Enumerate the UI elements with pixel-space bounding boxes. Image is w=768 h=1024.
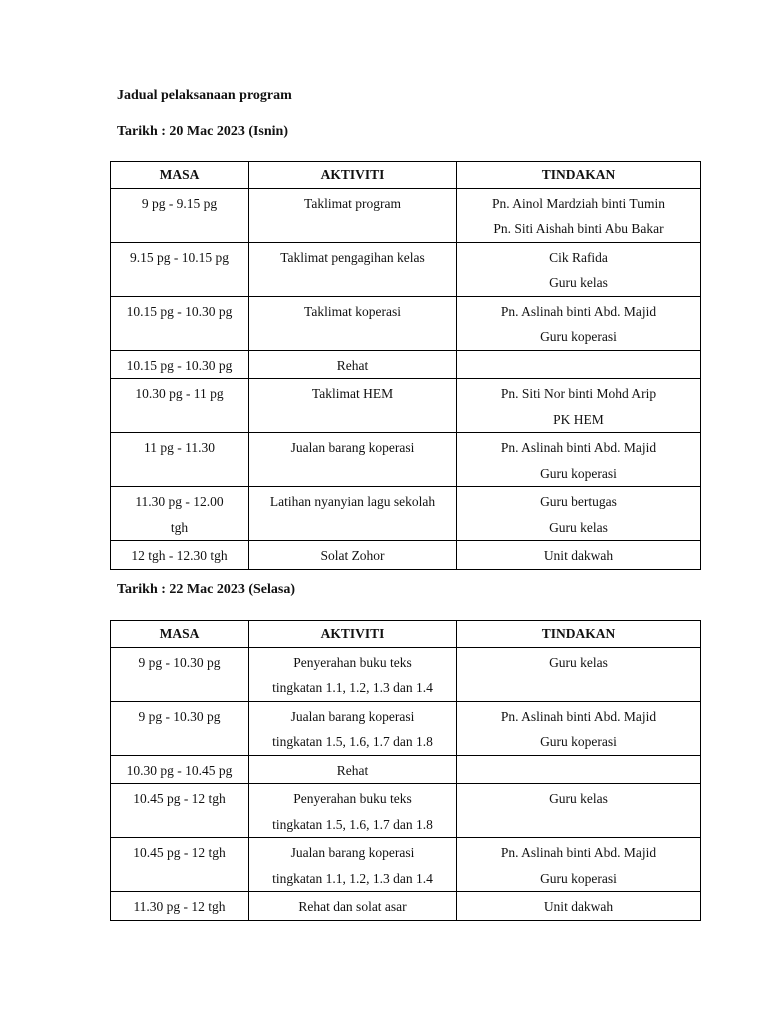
cell-text: Rehat dan solat asar [298, 899, 407, 914]
cell-tindakan [457, 350, 701, 379]
cell-text: Unit dakwah [543, 548, 614, 563]
cell-tindakan [457, 784, 701, 838]
cell-text: Rehat [336, 762, 369, 778]
cell-masa [111, 892, 249, 921]
cell-tindakan [457, 242, 701, 296]
cell-text: Guru bertugas [540, 494, 617, 509]
cell-aktiviti [249, 188, 457, 242]
cell-aktiviti [249, 541, 457, 570]
cell-text: 10.30 pg - 10.45 pg [126, 762, 233, 778]
table-row [111, 433, 701, 487]
cell-masa [111, 296, 249, 350]
cell-text: Unit dakwah [543, 899, 614, 914]
cell-tindakan [457, 892, 701, 921]
cell-tindakan [457, 379, 701, 433]
cell-text: 10.30 pg - 11 pg [135, 386, 224, 401]
cell-text: Taklimat pengagihan kelas [280, 249, 425, 265]
cell-text: Pn. Ainol Mardziah binti Tumin [492, 195, 665, 211]
document-title: Jadual pelaksanaan program [117, 88, 292, 103]
cell-masa [111, 784, 249, 838]
table-row [111, 296, 701, 350]
cell-text: Penyerahan buku teks [293, 791, 412, 806]
cell-text: Guru koperasi [540, 465, 617, 481]
cell-text: 11 pg - 11.30 [144, 440, 215, 455]
cell-text: Pn. Siti Nor binti Mohd Arip [500, 386, 657, 401]
cell-aktiviti [249, 433, 457, 487]
cell-text: Pn. Aslinah binti Abd. Majid [500, 845, 657, 860]
cell-masa [111, 379, 249, 433]
cell-text: 9.15 pg - 10.15 pg [130, 249, 229, 265]
cell-text: tingkatan 1.1, 1.2, 1.3 dan 1.4 [272, 680, 433, 695]
cell-text: Taklimat koperasi [304, 303, 401, 319]
cell-aktiviti [249, 784, 457, 838]
cell-text: Guru kelas [549, 519, 608, 535]
cell-text: Guru koperasi [540, 329, 617, 344]
cell-text: Jualan barang koperasi [290, 708, 415, 724]
cell-tindakan [457, 433, 701, 487]
cell-text: tgh [170, 519, 189, 535]
header-aktiviti: AKTIVITI [249, 621, 457, 648]
cell-text: Latihan nyanyian lagu sekolah [269, 494, 436, 509]
header-aktiviti: AKTIVITI [249, 162, 457, 189]
cell-tindakan [457, 296, 701, 350]
cell-masa [111, 350, 249, 379]
cell-text: Pn. Aslinah binti Abd. Majid [500, 440, 657, 455]
cell-tindakan [457, 838, 701, 892]
table-row [111, 242, 701, 296]
cell-aktiviti [249, 838, 457, 892]
table-row [111, 892, 701, 921]
table-row [111, 541, 701, 570]
cell-masa [111, 188, 249, 242]
cell-text: Guru koperasi [540, 734, 617, 749]
cell-text: Jualan barang koperasi [290, 845, 415, 860]
table-header-row [111, 621, 701, 648]
table-row [111, 784, 701, 838]
cell-text: 10.15 pg - 10.30 pg [126, 357, 233, 373]
cell-tindakan [457, 755, 701, 784]
cell-text: Solat Zohor [320, 548, 385, 563]
cell-text: 12 tgh - 12.30 tgh [131, 548, 228, 563]
cell-aktiviti [249, 350, 457, 379]
cell-text: 9 pg - 10.30 pg [138, 708, 221, 724]
table-row [111, 379, 701, 433]
cell-text: tingkatan 1.5, 1.6, 1.7 dan 1.8 [272, 734, 433, 749]
date-label-day2: Tarikh : 22 Mac 2023 (Selasa) [117, 582, 295, 597]
cell-tindakan [457, 541, 701, 570]
cell-text: PK HEM [553, 411, 604, 427]
table-row [111, 487, 701, 541]
cell-tindakan [457, 487, 701, 541]
table-row [111, 838, 701, 892]
cell-text: Rehat [336, 357, 369, 373]
cell-aktiviti [249, 296, 457, 350]
cell-masa [111, 755, 249, 784]
cell-masa [111, 541, 249, 570]
header-masa: MASA [111, 621, 249, 648]
header-masa: MASA [111, 162, 249, 189]
cell-tindakan [457, 188, 701, 242]
cell-text: 10.45 pg - 12 tgh [133, 845, 226, 860]
cell-tindakan [457, 701, 701, 755]
cell-aktiviti [249, 755, 457, 784]
cell-text: Cik Rafida [549, 249, 608, 265]
table-row [111, 647, 701, 701]
cell-aktiviti [249, 487, 457, 541]
cell-aktiviti [249, 379, 457, 433]
cell-text: Guru kelas [549, 654, 608, 670]
table-row [111, 701, 701, 755]
cell-text: Pn. Aslinah binti Abd. Majid [500, 708, 657, 724]
cell-masa [111, 701, 249, 755]
header-tindakan: TINDAKAN [457, 162, 701, 189]
cell-masa [111, 433, 249, 487]
cell-masa [111, 242, 249, 296]
cell-text: Guru kelas [549, 275, 608, 290]
cell-text: 9 pg - 9.15 pg [141, 195, 218, 211]
header-tindakan: TINDAKAN [457, 621, 701, 648]
table-row [111, 755, 701, 784]
cell-masa [111, 647, 249, 701]
table-row [111, 350, 701, 379]
schedule-table-day1 [110, 161, 701, 570]
cell-text: tingkatan 1.5, 1.6, 1.7 dan 1.8 [272, 816, 433, 832]
cell-text: tingkatan 1.1, 1.2, 1.3 dan 1.4 [272, 870, 433, 886]
cell-text: Jualan barang koperasi [290, 440, 415, 455]
cell-tindakan [457, 647, 701, 701]
cell-aktiviti [249, 701, 457, 755]
cell-text: Pn. Aslinah binti Abd. Majid [500, 303, 657, 319]
cell-text: Pn. Siti Aishah binti Abu Bakar [493, 221, 664, 236]
date-label-day1: Tarikh : 20 Mac 2023 (Isnin) [117, 124, 289, 139]
cell-text: 9 pg - 10.30 pg [138, 654, 221, 670]
table-row [111, 188, 701, 242]
cell-aktiviti [249, 647, 457, 701]
cell-masa [111, 487, 249, 541]
cell-aktiviti [249, 242, 457, 296]
cell-text: Guru koperasi [540, 870, 617, 886]
cell-text: Taklimat HEM [311, 386, 394, 401]
table-header-row [111, 162, 701, 189]
cell-aktiviti [249, 892, 457, 921]
schedule-table-day2 [110, 620, 701, 921]
cell-text: 10.15 pg - 10.30 pg [126, 303, 233, 319]
cell-text: Guru kelas [549, 791, 608, 806]
cell-text: 10.45 pg - 12 tgh [133, 791, 226, 806]
cell-text: 11.30 pg - 12 tgh [133, 899, 226, 914]
cell-text: Penyerahan buku teks [293, 654, 412, 670]
cell-text: Taklimat program [304, 195, 401, 211]
cell-masa [111, 838, 249, 892]
cell-text: 11.30 pg - 12.00 [135, 494, 224, 509]
